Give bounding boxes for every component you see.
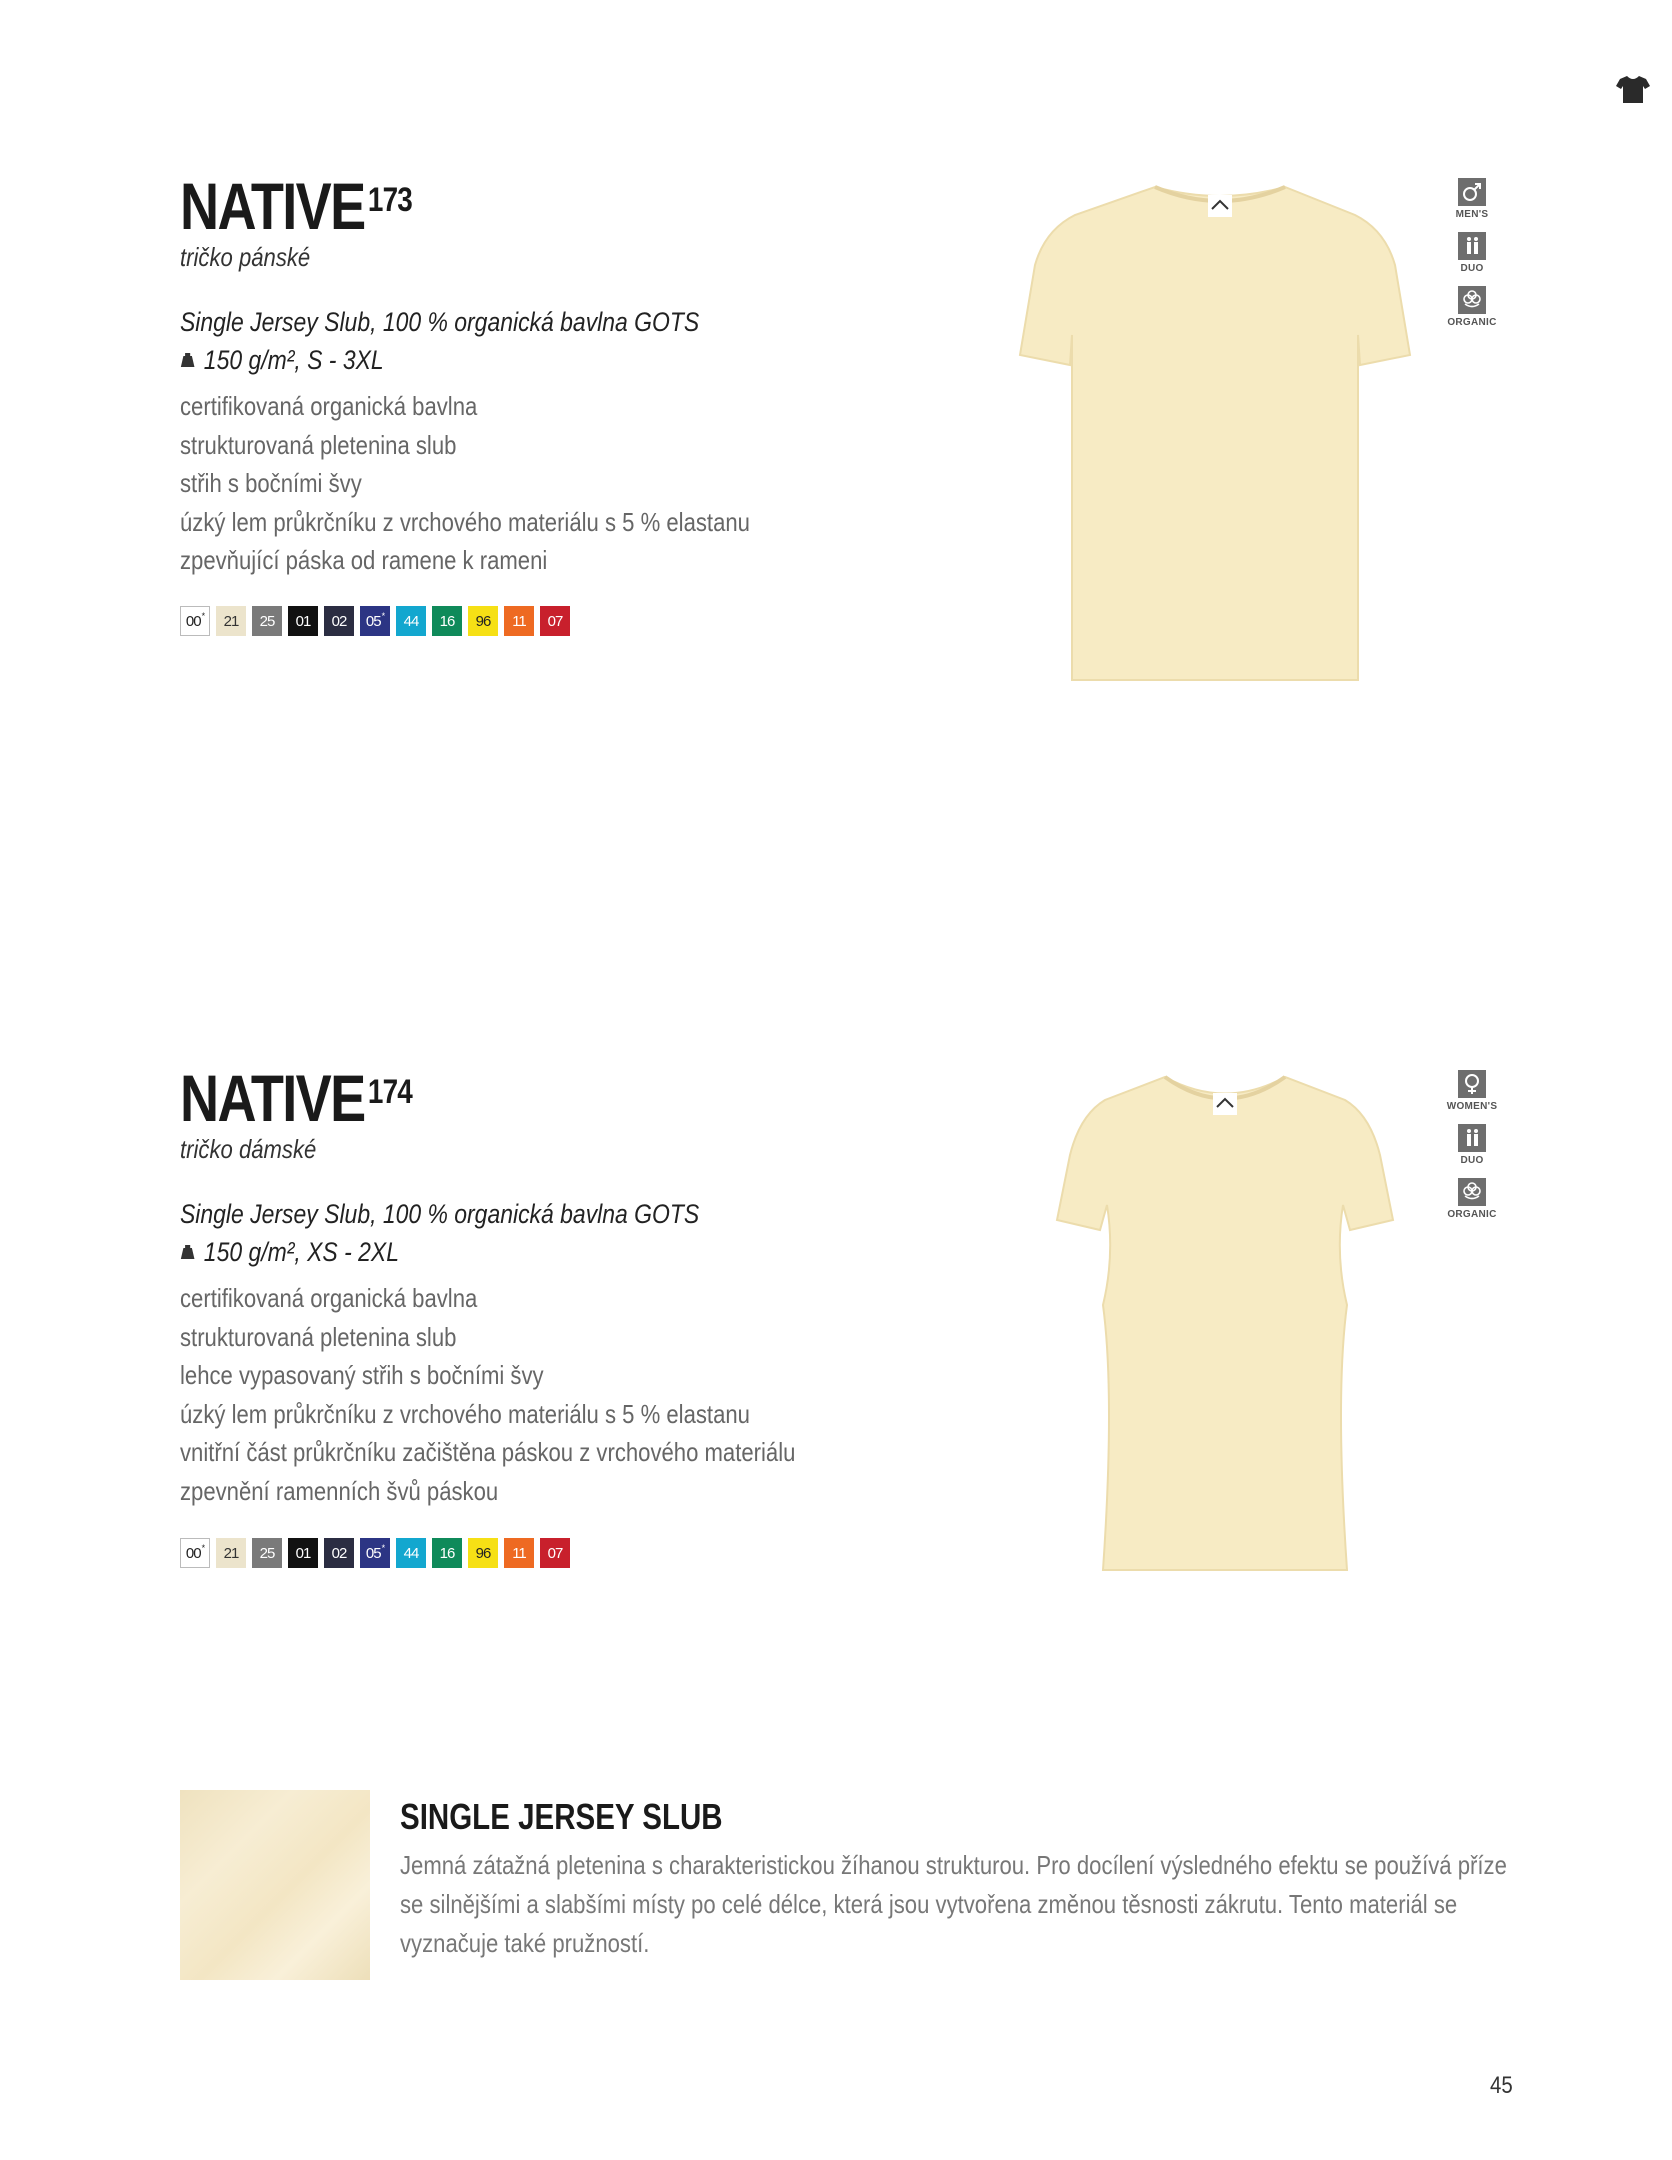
feature-item: strukturovaná pletenina slub	[180, 1321, 457, 1352]
duo-badge: DUO	[1440, 232, 1504, 274]
weight-icon	[180, 1244, 195, 1260]
color-swatch: 25	[252, 606, 282, 636]
color-swatch: 00 *	[180, 606, 210, 636]
color-swatch: 07	[540, 606, 570, 636]
feature-item: střih s bočními švy	[180, 468, 362, 498]
color-swatch: 01	[288, 606, 318, 636]
cotton-icon	[1461, 1181, 1483, 1203]
color-swatch: 00 *	[180, 1538, 210, 1568]
color-swatch: 96	[468, 606, 498, 636]
duo-badge: DUO	[1440, 1124, 1504, 1166]
product-title: NATIVE$^{173}$	[180, 169, 412, 243]
mens-tshirt-image	[1010, 175, 1430, 695]
feature-item: vnitřní část průkrčníku začištěna páskou z vrchového materiálu	[180, 1437, 796, 1467]
product-badges	[1440, 178, 1504, 340]
product-fabric: Single Jersey Slub, 100 % organická bavlna GOTS	[180, 1199, 700, 1229]
product-fabric: Single Jersey Slub, 100 % organická bavlna GOTS	[180, 307, 700, 337]
womens-tshirt-image	[1035, 1065, 1415, 1575]
product-weight: 150 g/m², S - 3XL	[180, 341, 945, 379]
feature-item: zpevňující páska od ramene k rameni	[180, 545, 548, 575]
color-swatches	[180, 606, 570, 636]
product-code: 174	[367, 1073, 412, 1111]
feature-item: strukturovaná pletenina slub	[180, 429, 457, 460]
feature-item: úzký lem průkrčníku z vrchového materiálu s 5 % elastanu	[180, 1398, 750, 1429]
mens-badge: MEN'S	[1440, 178, 1504, 220]
fabric-texture-image	[180, 1790, 370, 1980]
page-number: 45	[1490, 2072, 1513, 2099]
tshirt-category-icon	[1616, 74, 1650, 104]
feature-item: lehce vypasovaný střih s bočními švy	[180, 1360, 544, 1390]
womens-badge: WOMEN'S	[1440, 1070, 1504, 1112]
male-icon	[1461, 181, 1483, 203]
female-icon	[1461, 1073, 1483, 1095]
color-swatch: 07	[540, 1538, 570, 1568]
fabric-description-line: vyznačuje také pružností.	[400, 1928, 650, 1958]
color-swatch: 16	[432, 606, 462, 636]
product-subtitle: tričko pánské	[180, 242, 311, 272]
feature-item: certifikovaná organická bavlna	[180, 391, 478, 421]
color-swatch: 25	[252, 1538, 282, 1568]
weight-icon	[180, 352, 195, 368]
duo-icon	[1461, 1127, 1483, 1149]
fabric-description-line: Jemná zátažná pletenina s charakteristickou žíhanou strukturou. Pro docílení výsledného efektu se používá příze	[400, 1850, 1507, 1880]
feature-list	[180, 387, 945, 580]
fabric-title: SINGLE JERSEY SLUB	[400, 1796, 723, 1837]
product-subtitle: tričko dámské	[180, 1134, 317, 1164]
color-swatch: 44	[396, 1538, 426, 1568]
color-swatches	[180, 1538, 570, 1568]
color-swatch: 05 *	[360, 1538, 390, 1568]
product-code: 173	[367, 181, 412, 219]
product-native-173	[180, 168, 1080, 630]
color-swatch: 44	[396, 606, 426, 636]
feature-item: úzký lem průkrčníku z vrchového materiálu s 5 % elastanu	[180, 506, 750, 537]
color-swatch: 16	[432, 1538, 462, 1568]
color-swatch: 21	[216, 606, 246, 636]
color-swatch: 96	[468, 1538, 498, 1568]
cotton-icon	[1461, 289, 1483, 311]
fabric-description	[400, 1846, 1507, 1963]
duo-icon	[1461, 235, 1483, 257]
feature-item: certifikovaná organická bavlna	[180, 1283, 478, 1313]
color-swatch: 21	[216, 1538, 246, 1568]
color-swatch: 02	[324, 606, 354, 636]
product-native-174	[180, 1060, 1080, 1562]
color-swatch: 11	[504, 1538, 534, 1568]
organic-badge: ORGANIC	[1440, 286, 1504, 328]
feature-item: zpevnění ramenních švů páskou	[180, 1475, 499, 1506]
feature-list	[180, 1279, 945, 1510]
fabric-description-line: se silnějšími a slabšími místy po celé délce, která jsou vytvořena změnou těsnosti zákrutu. Tento materiál se	[400, 1889, 1458, 1919]
product-weight: 150 g/m², XS - 2XL	[180, 1233, 945, 1271]
color-swatch: 02	[324, 1538, 354, 1568]
product-badges	[1440, 1070, 1504, 1232]
color-swatch: 11	[504, 606, 534, 636]
organic-badge: ORGANIC	[1440, 1178, 1504, 1220]
color-swatch: 05 *	[360, 606, 390, 636]
product-title: NATIVE$^{174}$	[180, 1061, 412, 1135]
color-swatch: 01	[288, 1538, 318, 1568]
